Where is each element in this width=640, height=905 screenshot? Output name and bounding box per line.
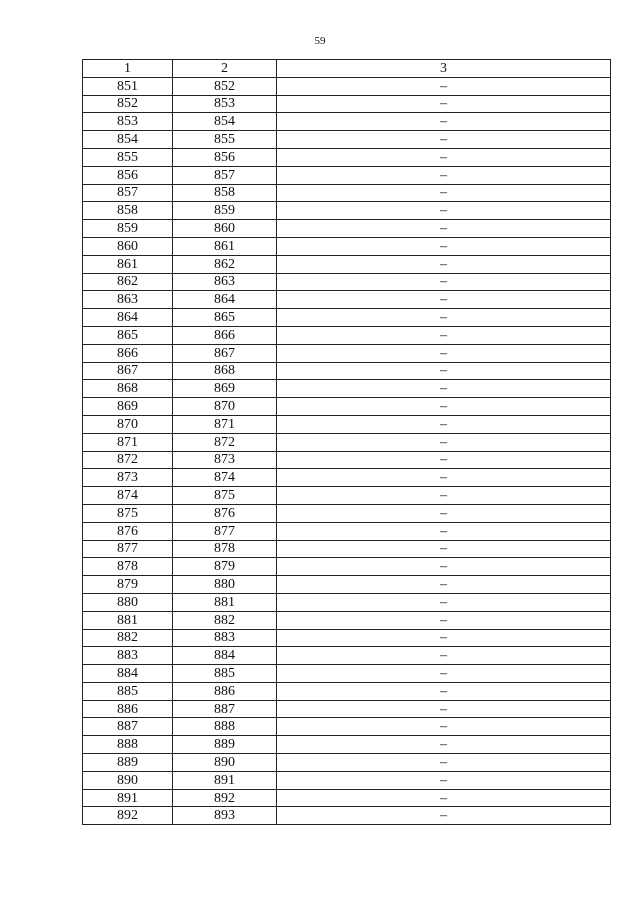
table-row <box>83 166 611 184</box>
table-row <box>83 789 611 807</box>
table-row <box>83 77 611 95</box>
table-row <box>83 131 611 149</box>
table-row <box>83 184 611 202</box>
table-cell-col-2: 875 <box>173 487 277 505</box>
table-row <box>83 647 611 665</box>
table-row <box>83 415 611 433</box>
table-cell-col-2: 893 <box>173 807 277 825</box>
table-cell-col-1: 874 <box>83 487 173 505</box>
table-cell-col-2: 861 <box>173 237 277 255</box>
table-row <box>83 433 611 451</box>
table-cell-col-2: 863 <box>173 273 277 291</box>
table-cell-col-1: 883 <box>83 647 173 665</box>
table-cell-col-2: 856 <box>173 148 277 166</box>
table-cell-col-1: 878 <box>83 558 173 576</box>
table-cell-col-3: – <box>277 558 611 576</box>
table-cell-col-1: 863 <box>83 291 173 309</box>
table-cell-col-1: 882 <box>83 629 173 647</box>
table-cell-col-1: 861 <box>83 255 173 273</box>
table-cell-col-3: – <box>277 95 611 113</box>
table-cell-col-3: – <box>277 451 611 469</box>
table-cell-col-3: – <box>277 220 611 238</box>
table-row <box>83 700 611 718</box>
table-row <box>83 344 611 362</box>
table-row <box>83 754 611 772</box>
table-row <box>83 487 611 505</box>
table-cell-col-1: 890 <box>83 771 173 789</box>
table-row <box>83 611 611 629</box>
table-cell-col-2: 854 <box>173 113 277 131</box>
table-row <box>83 326 611 344</box>
table-cell-col-3: – <box>277 255 611 273</box>
column-header-3: 3 <box>277 60 611 78</box>
table-cell-col-1: 887 <box>83 718 173 736</box>
table-cell-col-1: 869 <box>83 398 173 416</box>
table-cell-col-2: 853 <box>173 95 277 113</box>
table-cell-col-2: 883 <box>173 629 277 647</box>
table-cell-col-1: 866 <box>83 344 173 362</box>
table-cell-col-1: 877 <box>83 540 173 558</box>
table-row <box>83 148 611 166</box>
table-cell-col-3: – <box>277 754 611 772</box>
table-cell-col-1: 891 <box>83 789 173 807</box>
table-row <box>83 362 611 380</box>
table-cell-col-2: 857 <box>173 166 277 184</box>
table-cell-col-3: – <box>277 291 611 309</box>
table-body <box>83 77 611 824</box>
table-cell-col-1: 860 <box>83 237 173 255</box>
table-cell-col-1: 856 <box>83 166 173 184</box>
table-cell-col-2: 880 <box>173 576 277 594</box>
column-header-2: 2 <box>173 60 277 78</box>
table-cell-col-3: – <box>277 593 611 611</box>
table-cell-col-1: 872 <box>83 451 173 469</box>
table-cell-col-1: 873 <box>83 469 173 487</box>
table-cell-col-2: 871 <box>173 415 277 433</box>
table-cell-col-3: – <box>277 184 611 202</box>
table-cell-col-2: 865 <box>173 309 277 327</box>
table-cell-col-2: 881 <box>173 593 277 611</box>
table-cell-col-1: 892 <box>83 807 173 825</box>
table-row <box>83 451 611 469</box>
table-row <box>83 593 611 611</box>
table-row <box>83 504 611 522</box>
table-cell-col-2: 886 <box>173 682 277 700</box>
table-cell-col-2: 882 <box>173 611 277 629</box>
table-cell-col-3: – <box>277 736 611 754</box>
table-cell-col-2: 874 <box>173 469 277 487</box>
table-cell-col-1: 864 <box>83 309 173 327</box>
table-header-row <box>83 60 611 78</box>
table-cell-col-3: – <box>277 326 611 344</box>
table-cell-col-2: 889 <box>173 736 277 754</box>
table-cell-col-3: – <box>277 611 611 629</box>
data-table <box>82 59 611 825</box>
table-row <box>83 682 611 700</box>
table-row <box>83 95 611 113</box>
table-cell-col-2: 867 <box>173 344 277 362</box>
table-cell-col-2: 876 <box>173 504 277 522</box>
table-cell-col-2: 869 <box>173 380 277 398</box>
table-cell-col-2: 855 <box>173 131 277 149</box>
table-cell-col-1: 867 <box>83 362 173 380</box>
table-cell-col-1: 879 <box>83 576 173 594</box>
table-row <box>83 522 611 540</box>
table-cell-col-3: – <box>277 113 611 131</box>
table-cell-col-2: 864 <box>173 291 277 309</box>
table-cell-col-3: – <box>277 433 611 451</box>
table-cell-col-1: 858 <box>83 202 173 220</box>
table-cell-col-2: 878 <box>173 540 277 558</box>
table-cell-col-3: – <box>277 576 611 594</box>
table-cell-col-3: – <box>277 522 611 540</box>
table-cell-col-3: – <box>277 344 611 362</box>
table-cell-col-3: – <box>277 148 611 166</box>
table-cell-col-2: 891 <box>173 771 277 789</box>
table-row <box>83 807 611 825</box>
table-cell-col-3: – <box>277 380 611 398</box>
table-cell-col-1: 855 <box>83 148 173 166</box>
table-cell-col-3: – <box>277 202 611 220</box>
table-cell-col-3: – <box>277 77 611 95</box>
table-cell-col-2: 885 <box>173 665 277 683</box>
table-row <box>83 558 611 576</box>
table-cell-col-1: 852 <box>83 95 173 113</box>
table-cell-col-3: – <box>277 487 611 505</box>
table-cell-col-2: 877 <box>173 522 277 540</box>
table-row <box>83 380 611 398</box>
table-cell-col-2: 884 <box>173 647 277 665</box>
column-header-1: 1 <box>83 60 173 78</box>
table-cell-col-3: – <box>277 237 611 255</box>
table-header <box>83 60 611 78</box>
table-cell-col-3: – <box>277 807 611 825</box>
table-row <box>83 398 611 416</box>
table-row <box>83 291 611 309</box>
table-row <box>83 771 611 789</box>
table-row <box>83 718 611 736</box>
table-cell-col-1: 881 <box>83 611 173 629</box>
table-row <box>83 576 611 594</box>
table-cell-col-3: – <box>277 540 611 558</box>
table-cell-col-3: – <box>277 469 611 487</box>
table-cell-col-2: 860 <box>173 220 277 238</box>
table-row <box>83 113 611 131</box>
table-row <box>83 202 611 220</box>
table-cell-col-1: 884 <box>83 665 173 683</box>
table-cell-col-3: – <box>277 504 611 522</box>
table-cell-col-2: 873 <box>173 451 277 469</box>
table-cell-col-3: – <box>277 309 611 327</box>
table-cell-col-2: 872 <box>173 433 277 451</box>
table-cell-col-1: 871 <box>83 433 173 451</box>
table-cell-col-2: 852 <box>173 77 277 95</box>
table-cell-col-1: 854 <box>83 131 173 149</box>
table-cell-col-2: 887 <box>173 700 277 718</box>
table-row <box>83 309 611 327</box>
table-cell-col-1: 880 <box>83 593 173 611</box>
table-cell-col-1: 857 <box>83 184 173 202</box>
table-cell-col-1: 875 <box>83 504 173 522</box>
table-cell-col-1: 859 <box>83 220 173 238</box>
table-cell-col-3: – <box>277 682 611 700</box>
table-cell-col-3: – <box>277 700 611 718</box>
table-cell-col-1: 886 <box>83 700 173 718</box>
table-row <box>83 237 611 255</box>
table-cell-col-2: 892 <box>173 789 277 807</box>
table-cell-col-3: – <box>277 718 611 736</box>
table-cell-col-1: 889 <box>83 754 173 772</box>
table-cell-col-3: – <box>277 398 611 416</box>
table-row <box>83 736 611 754</box>
table-cell-col-1: 853 <box>83 113 173 131</box>
table-cell-col-2: 866 <box>173 326 277 344</box>
table-cell-col-2: 858 <box>173 184 277 202</box>
table-cell-col-1: 851 <box>83 77 173 95</box>
table-cell-col-3: – <box>277 629 611 647</box>
table-cell-col-1: 862 <box>83 273 173 291</box>
table-cell-col-2: 868 <box>173 362 277 380</box>
table-cell-col-2: 862 <box>173 255 277 273</box>
table-row <box>83 665 611 683</box>
table-cell-col-3: – <box>277 362 611 380</box>
table-cell-col-1: 865 <box>83 326 173 344</box>
table-cell-col-1: 870 <box>83 415 173 433</box>
table-cell-col-2: 859 <box>173 202 277 220</box>
table-cell-col-3: – <box>277 789 611 807</box>
table-cell-col-1: 888 <box>83 736 173 754</box>
table-cell-col-3: – <box>277 647 611 665</box>
table-row <box>83 273 611 291</box>
table-cell-col-3: – <box>277 771 611 789</box>
table-row <box>83 540 611 558</box>
table-cell-col-2: 870 <box>173 398 277 416</box>
table-cell-col-1: 868 <box>83 380 173 398</box>
table-cell-col-3: – <box>277 166 611 184</box>
table-cell-col-3: – <box>277 273 611 291</box>
table-row <box>83 220 611 238</box>
table-cell-col-2: 888 <box>173 718 277 736</box>
table-row <box>83 255 611 273</box>
table-row <box>83 629 611 647</box>
table-cell-col-1: 885 <box>83 682 173 700</box>
table-cell-col-2: 890 <box>173 754 277 772</box>
table-cell-col-2: 879 <box>173 558 277 576</box>
table-cell-col-1: 876 <box>83 522 173 540</box>
table-cell-col-3: – <box>277 131 611 149</box>
table-cell-col-3: – <box>277 665 611 683</box>
table-cell-col-3: – <box>277 415 611 433</box>
page-number: 59 <box>314 35 326 47</box>
table-row <box>83 469 611 487</box>
